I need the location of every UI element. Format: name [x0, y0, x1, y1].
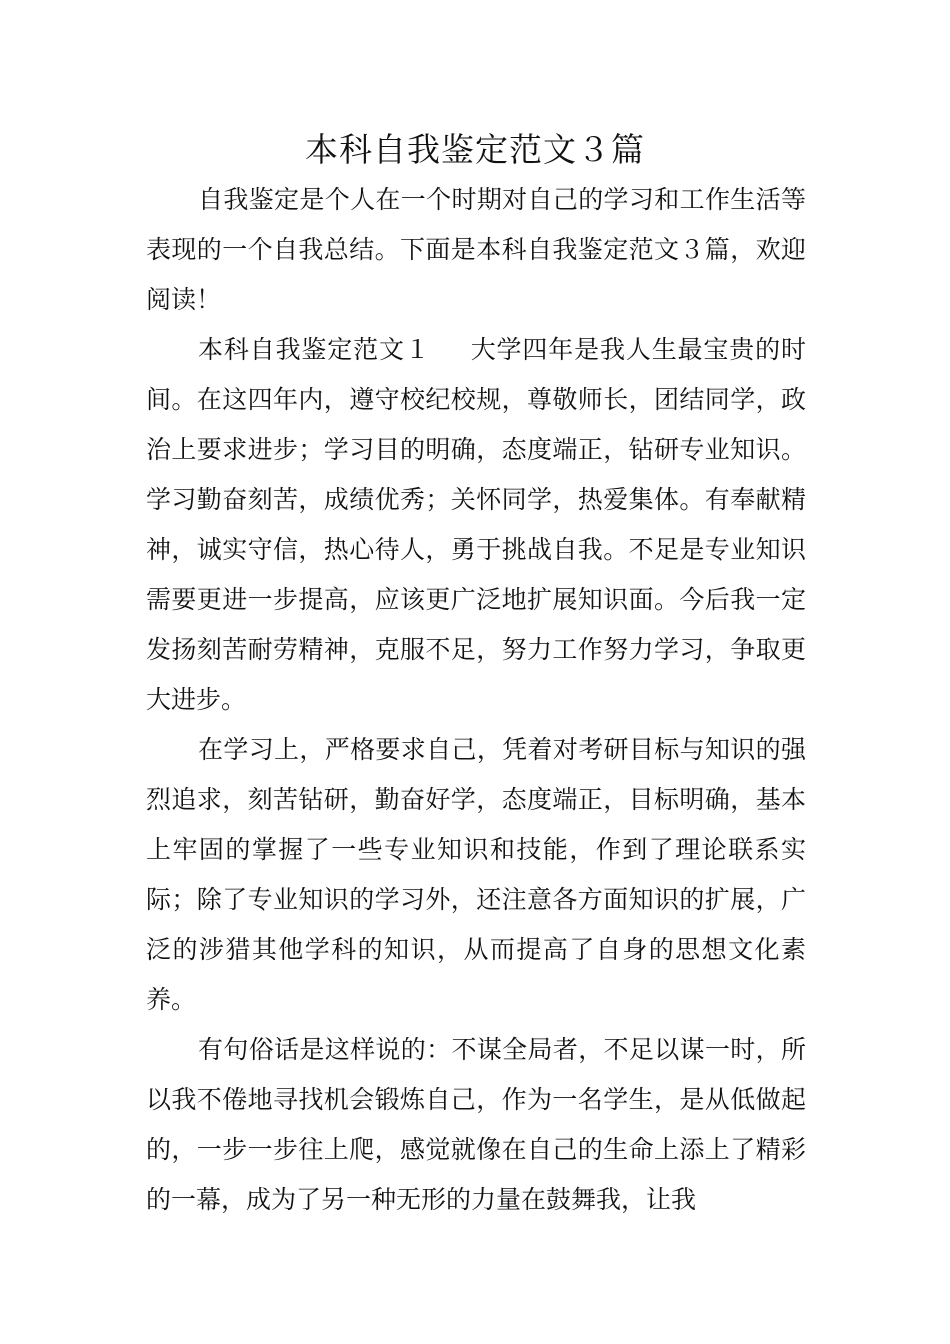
saying-paragraph: 有句俗话是这样说的：不谋全局者，不足以谋一时，所以我不倦地寻找机会锻炼自己，作为一名学生，是从低做起的，一步一步往上爬，感觉就像在自己的生命上添上了精彩的一幕，成为了另一种无形的力量在鼓舞我，让我: [146, 1035, 806, 1214]
intro-paragraph: 自我鉴定是个人在一个时期对自己的学习和工作生活等表现的一个自我总结。下面是本科自我鉴定范文３篇，欢迎阅读！: [146, 185, 806, 314]
study-paragraph: 在学习上，严格要求自己，凭着对考研目标与知识的强烈追求，刻苦钻研，勤奋好学，态度端正，目标明确，基本上牢固的掌握了一些专业知识和技能，作到了理论联系实际；除了专业知识的学习外，还注意各方面知识的扩展，广泛的涉猎其他学科的知识，从而提高了自身的思想文化素养。: [146, 735, 806, 1014]
document-body: [146, 175, 806, 1225]
section1-text: 大学四年是我人生最宝贵的时间。在这四年内，遵守校纪校规，尊敬师长，团结同学，政治上要求进步；学习目的明确，态度端正，钻研专业知识。学习勤奋刻苦，成绩优秀；关怀同学，热爱集体。有奉献精神，诚实守信，热心待人，勇于挑战自我。不足是专业知识需要更进一步提高，应该更广泛地扩展知识面。今后我一定发扬刻苦耐劳精神，克服不足，努力工作努力学习，争取更大进步。: [146, 335, 806, 714]
document-title: 本科自我鉴定范文３篇: [305, 130, 645, 169]
section1-heading: 本科自我鉴定范文１: [198, 335, 431, 364]
section1-paragraph: [146, 325, 806, 725]
